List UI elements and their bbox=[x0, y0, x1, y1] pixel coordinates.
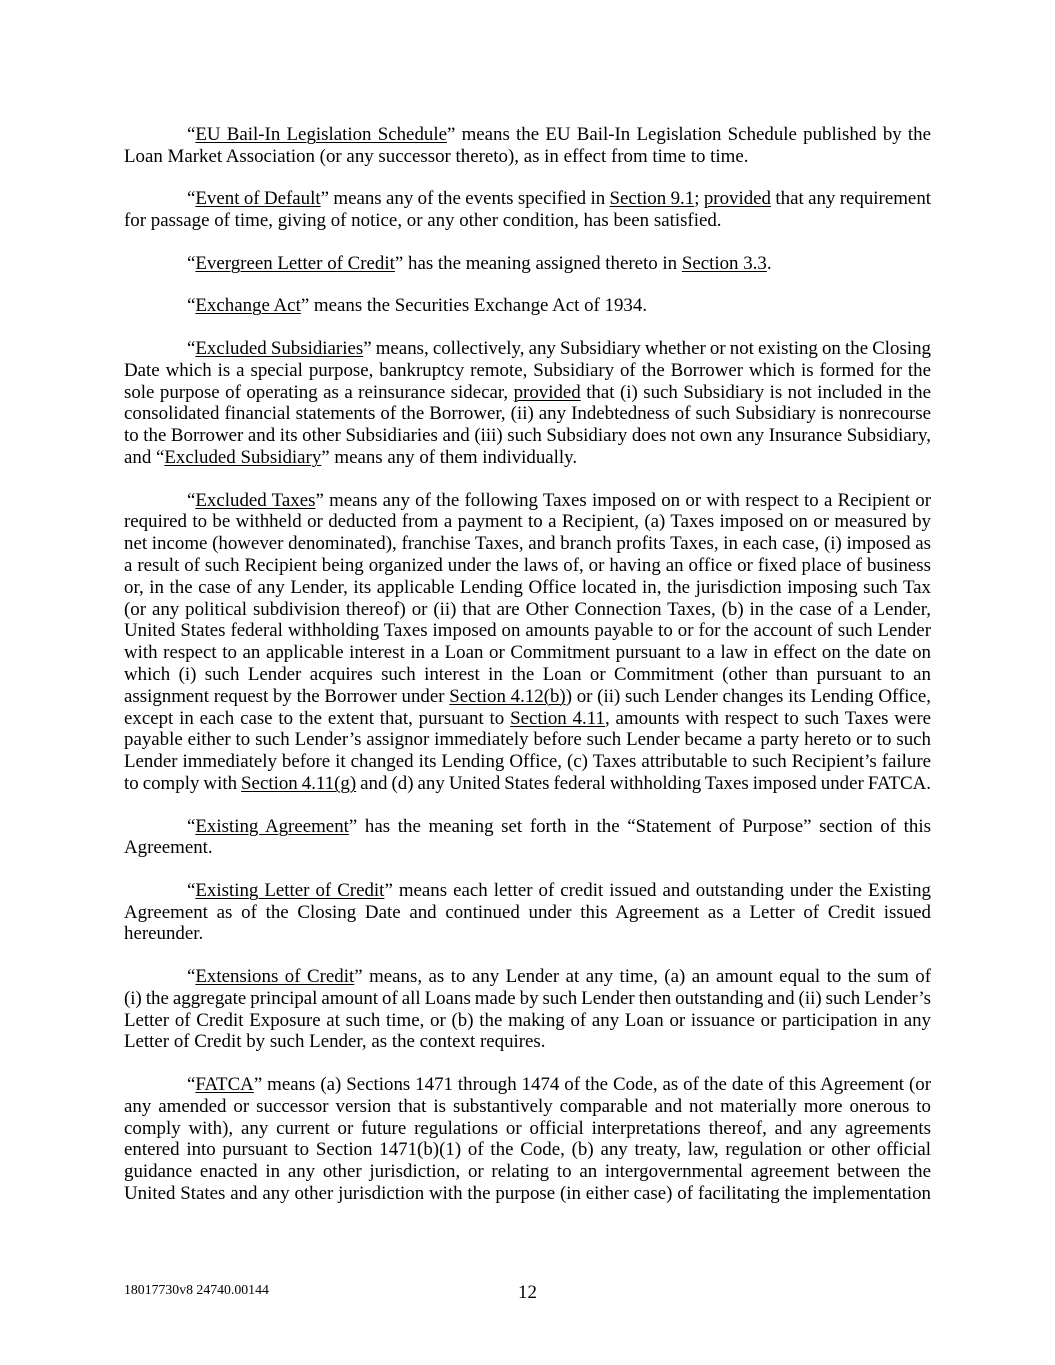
text-line bbox=[124, 188, 931, 210]
text-run: “ bbox=[187, 124, 196, 145]
text-line bbox=[124, 664, 931, 686]
text-run: with respect to an applicable interest in a Loan or Commitment pursuant to a law in effect on the date on bbox=[124, 642, 931, 664]
text-run: “ bbox=[187, 1074, 196, 1096]
text-line bbox=[124, 490, 931, 512]
text-run: sole purpose of operating as a reinsurance sidecar, bbox=[124, 381, 514, 403]
document-id-footer: 18017730v8 24740.00144 bbox=[124, 1282, 269, 1297]
text-line bbox=[124, 773, 931, 795]
text-run: (i) the aggregate principal amount of all Loans made by such Lender then outstanding and (ii) such Lender’s bbox=[124, 987, 931, 1009]
text-run: or, in the case of any Lender, its applicable Lending Office located in, the jurisdiction imposing such Tax bbox=[124, 576, 931, 598]
text-line bbox=[124, 403, 931, 425]
definition-evergreen-letter-of-credit bbox=[124, 253, 931, 275]
text-run: guidance enacted in any other jurisdiction, or relating to an intergovernmental agreement between the bbox=[124, 1161, 931, 1183]
section-reference: Section 9.1 bbox=[609, 188, 695, 210]
text-run: “ bbox=[187, 815, 196, 837]
text-run: and “ bbox=[124, 446, 165, 468]
text-run: for passage of time, giving of notice, or any other condition, has been satisfied. bbox=[124, 210, 722, 232]
proviso-underlined: provided bbox=[703, 188, 771, 210]
defined-term: Evergreen Letter of Credit bbox=[195, 252, 395, 274]
definition-extensions-of-credit bbox=[124, 966, 931, 1053]
text-line bbox=[124, 360, 931, 382]
text-run: entered into pursuant to Section 1471(b)(1) of the Code, (b) any treaty, law, regulation or other official bbox=[124, 1139, 931, 1161]
text-run: net income (however denominated), franchise Taxes, and branch profits Taxes, in each case, (i) imposed as bbox=[124, 533, 931, 555]
text-run: , amounts with respect to such Taxes were bbox=[604, 707, 932, 729]
text-run: any amended or successor version that is substantively comparable and not materially more onerous to bbox=[124, 1095, 931, 1117]
text-run: required to be withheld or deducted from a payment to a Recipient, (a) Taxes imposed on or measured by bbox=[124, 511, 931, 533]
definition-eu-bail-in-legislation-schedule bbox=[124, 124, 931, 168]
text-run: Date which is a special purpose, bankruptcy remote, Subsidiary of the Borrower which is formed for the bbox=[124, 359, 931, 381]
text-line bbox=[124, 1161, 931, 1183]
section-reference: Section 4.12(b) bbox=[449, 685, 566, 707]
text-line bbox=[124, 880, 931, 902]
text-run: and (d) any United States federal withholding Taxes imposed under FATCA. bbox=[356, 772, 931, 794]
text-line bbox=[124, 751, 931, 773]
defined-term: Existing Letter of Credit bbox=[195, 879, 385, 901]
definition-exchange-act bbox=[124, 295, 931, 317]
text-run: Letter of Credit Exposure at such time, or (b) the making of any Loan or issuance or participation in any bbox=[124, 1009, 931, 1031]
text-line bbox=[124, 1096, 931, 1118]
defined-term: Event of Default bbox=[195, 188, 321, 210]
text-line bbox=[124, 642, 931, 664]
document-body bbox=[124, 124, 931, 1226]
definition-fatca bbox=[124, 1074, 931, 1205]
text-run: “ bbox=[187, 489, 196, 511]
definition-event-of-default bbox=[124, 188, 931, 232]
text-run: ” has the meaning set forth in the “Statement of Purpose” section of this bbox=[348, 815, 931, 837]
text-run: “ bbox=[187, 879, 196, 901]
text-run: ) or (ii) such Lender changes its Lending Office, bbox=[565, 685, 931, 707]
text-run: ” means, as to any Lender at any time, (a) an amount equal to the sum of bbox=[354, 966, 931, 988]
text-run: Agreement as of the Closing Date and continued under this Agreement as a Letter of Credit issued bbox=[124, 901, 931, 923]
text-line bbox=[124, 382, 931, 404]
text-run: “ bbox=[187, 252, 196, 274]
text-line bbox=[124, 1118, 931, 1140]
text-line bbox=[124, 816, 931, 838]
text-run: payable either to such Lender’s assignor immediately before such Lender became a party hereto or to such bbox=[124, 729, 931, 751]
text-run: a result of such Recipient being organized under the laws of, or having an office or fixed place of business bbox=[124, 554, 931, 576]
text-run: United States federal withholding Taxes imposed on amounts payable to or for the account of such Lender bbox=[124, 620, 931, 642]
definition-existing-agreement bbox=[124, 816, 931, 860]
text-line bbox=[124, 295, 931, 317]
text-line bbox=[124, 146, 931, 168]
text-line bbox=[124, 708, 931, 730]
page-number: 12 bbox=[518, 1282, 537, 1303]
text-run: ” means the Securities Exchange Act of 1934. bbox=[300, 295, 648, 317]
text-run: ” means, collectively, any Subsidiary whether or not existing on the Closing bbox=[363, 337, 931, 359]
text-run: Letter of Credit by such Lender, as the context requires. bbox=[124, 1031, 546, 1053]
text-line bbox=[124, 620, 931, 642]
text-line bbox=[124, 923, 931, 945]
text-line bbox=[124, 1139, 931, 1161]
text-run: to comply with bbox=[124, 772, 242, 794]
text-line bbox=[124, 1010, 931, 1032]
defined-term: FATCA bbox=[195, 1074, 254, 1096]
defined-term: Exchange Act bbox=[195, 295, 301, 317]
text-line bbox=[124, 729, 931, 751]
text-line bbox=[124, 599, 931, 621]
text-line bbox=[124, 1074, 931, 1096]
text-line bbox=[124, 555, 931, 577]
proviso-underlined: provided bbox=[513, 381, 581, 403]
defined-term: Excluded Subsidiaries bbox=[195, 337, 364, 359]
text-run: ” means (a) Sections 1471 through 1474 of the Code, as of the date of this Agreement (or bbox=[253, 1074, 931, 1096]
text-run: ” means the EU Bail-In Legislation Schedule published by the bbox=[446, 124, 931, 145]
section-reference: Section 4.11 bbox=[510, 707, 605, 729]
text-line bbox=[124, 511, 931, 533]
text-line bbox=[124, 447, 931, 469]
text-run: “ bbox=[187, 188, 196, 210]
text-line bbox=[124, 966, 931, 988]
text-run: Loan Market Association (or any successor thereto), as in effect from time to time. bbox=[124, 145, 749, 167]
text-line bbox=[124, 338, 931, 360]
text-line bbox=[124, 577, 931, 599]
defined-term: Existing Agreement bbox=[195, 815, 349, 837]
text-run: “ bbox=[187, 966, 196, 988]
text-line bbox=[124, 686, 931, 708]
text-line bbox=[124, 253, 931, 275]
section-reference: Section 3.3 bbox=[681, 252, 767, 274]
defined-term: Excluded Subsidiary bbox=[164, 446, 322, 468]
text-run: . bbox=[766, 252, 772, 274]
text-run: hereunder. bbox=[124, 923, 204, 945]
definition-excluded-taxes bbox=[124, 490, 931, 795]
text-line bbox=[124, 837, 931, 859]
text-run: ; bbox=[694, 188, 704, 210]
definition-existing-letter-of-credit bbox=[124, 880, 931, 945]
text-line bbox=[124, 1183, 931, 1205]
text-run: which (i) such Lender acquires such interest in the Loan or Commitment (other than pursuant to an bbox=[124, 663, 931, 685]
text-run: United States and any other jurisdiction with the purpose (in either case) of facilitating the implementation bbox=[124, 1183, 931, 1205]
text-line bbox=[124, 533, 931, 555]
text-run: ” means any of the following Taxes imposed on or with respect to a Recipient or bbox=[315, 489, 931, 511]
text-run: ” means each letter of credit issued and outstanding under the Existing bbox=[384, 879, 931, 901]
text-run: except in each case to the extent that, pursuant to bbox=[124, 707, 511, 729]
defined-term: Excluded Taxes bbox=[195, 489, 316, 511]
text-line bbox=[124, 210, 931, 232]
text-run: ” means any of the events specified in bbox=[320, 188, 610, 210]
text-run: ” means any of them individually. bbox=[321, 446, 578, 468]
text-line bbox=[124, 425, 931, 447]
text-run: assignment request by the Borrower under bbox=[124, 685, 450, 707]
text-line bbox=[124, 1031, 931, 1053]
text-run: “ bbox=[187, 295, 196, 317]
text-run: to the Borrower and its other Subsidiaries and (iii) such Subsidiary does not own any Insurance Subsidiary, bbox=[124, 425, 931, 447]
text-line bbox=[124, 988, 931, 1010]
text-run: that any requirement bbox=[771, 188, 932, 210]
text-run: that (i) such Subsidiary is not included in the bbox=[580, 381, 931, 403]
text-run: Agreement. bbox=[124, 837, 213, 859]
text-line bbox=[124, 902, 931, 924]
text-run: ” has the meaning assigned thereto in bbox=[394, 252, 682, 274]
defined-term: EU Bail-In Legislation Schedule bbox=[195, 124, 447, 145]
text-run: comply with), any current or future regulations or official interpretations thereof, and any agreements bbox=[124, 1117, 931, 1139]
text-run: consolidated financial statements of the Borrower, (ii) any Indebtedness of such Subsidiary is nonrecourse bbox=[124, 403, 931, 425]
defined-term: Extensions of Credit bbox=[195, 966, 355, 988]
section-reference: Section 4.11(g) bbox=[241, 772, 357, 794]
text-line bbox=[124, 124, 931, 146]
text-run: (or any political subdivision thereof) or (ii) that are Other Connection Taxes, (b) in the case of a Lender, bbox=[124, 598, 931, 620]
definition-excluded-subsidiaries bbox=[124, 338, 931, 469]
text-run: Lender immediately before it changed its Lending Office, (c) Taxes attributable to such Recipient’s failure bbox=[124, 751, 931, 773]
text-run: “ bbox=[187, 337, 196, 359]
